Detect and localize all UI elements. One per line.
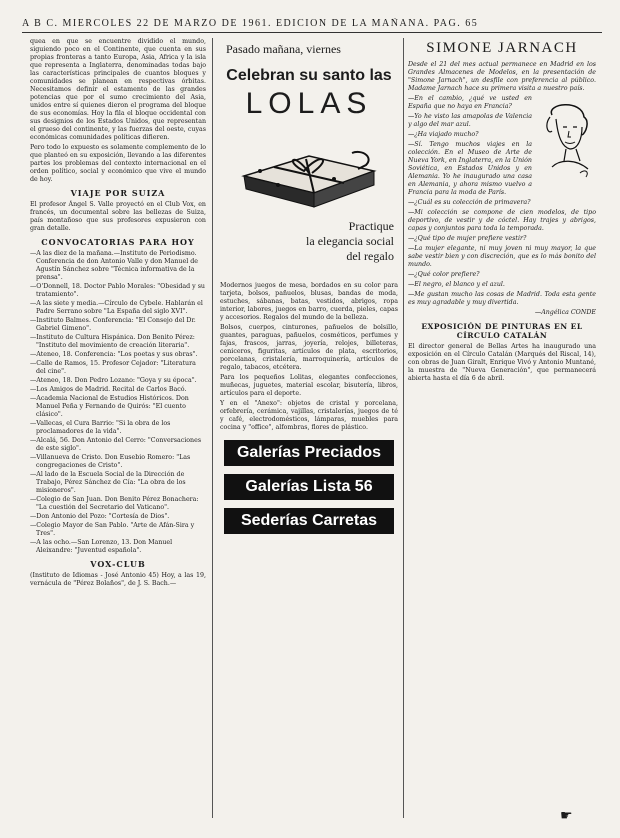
- ad-lolas-title: LOLAS: [245, 87, 373, 120]
- interview-question: —¿Qué color prefiere?: [408, 271, 480, 278]
- left-column: [30, 38, 206, 828]
- list-item: — Colegio de San Juan. Don Benito Pérez Bonachera: "La cuestión del Secretario del Vaticano".: [30, 496, 206, 512]
- list-item: — A las diez de la mañana.—Instituto de Periodismo. Conferencia de don Antonio Valle y don Manuel de Agustín Sánchez sobre "Técnica informativa de la prensa".: [30, 250, 206, 282]
- list-item: — Instituto Balmes. Conferencia: "El Consejo del Dr. Gabriel Gimeno".: [30, 317, 206, 333]
- ad-paragraph: Para los pequeños Lolitas, elegantes confecciones, muñecas, juguetes, material escolar, bisutería, libros, artículos para el deporte.: [220, 374, 398, 397]
- ad-slogan-line: del regalo: [346, 249, 394, 263]
- section-heading: VIAJE POR SUIZA: [70, 188, 166, 198]
- ad-paragraph: Bolsos, cuerpos, cinturones, pañuelos de bolsillo, guantes, paraguas, pañuelos, cosméticos, perfumes y fajas, frascos, jarras, joyería, relojes, billeteras, ceniceros, figuritas, artículos de plata, escritorios, porcelanas, cristalería, marroquinería, artículos de regalo, tabacos, etcétera.: [220, 324, 398, 371]
- portrait-sketch: [536, 97, 596, 183]
- list-item: — Colegio Mayor de San Pablo. "Arte de Afán-Sira y Tres".: [30, 522, 206, 538]
- article-paragraph: —Me gustan mucho las cosas de Madrid. Toda esta gente es muy agradable y muy divertida.: [408, 291, 596, 306]
- header-rule: [22, 32, 602, 33]
- convocatorias-list: [30, 250, 206, 555]
- article-title: SIMONE JARNACH: [426, 40, 578, 56]
- list-item: — O'Donnell, 18. Doctor Pablo Morales: "Obesidad y su tratamiento".: [30, 283, 206, 299]
- interview-answer: —Yo he visto las amapolas de Valencia y algo del mar azul.: [408, 113, 532, 128]
- ad-paragraph: Y en el "Anexo": objetos de cristal y porcelana, orfebrería, cerámica, vajillas, cristalerías, juegos de té y café, electrodomésticos, lámparas, muebles para cocina y "office", alfombras, flores de plástico.: [220, 400, 398, 431]
- advertisement: [220, 38, 398, 828]
- column-divider: [212, 38, 213, 818]
- ad-slogan-line: Practique: [348, 219, 394, 233]
- interview-question: —¿Ha viajado mucho?: [408, 131, 479, 138]
- ad-slogan: [220, 219, 398, 264]
- article-paragraph: Pero todo lo expuesto es solamente complemento de lo que planteó en su exposición, llevando a las diferentes partes los problemas del contexto internacional en el orden político, social y económico que vive el mundo de hoy.: [30, 144, 206, 183]
- section-heading: CONVOCATORIAS PARA HOY: [41, 237, 195, 247]
- ad-paragraph: Modernos juegos de mesa, bordados en su color para tarjeta, bolsos, pañuelos, blusas, bandas de moda, estuches, sábanas, batas, vestidos, abrigos, ropa interior, labores, juegos en barro, cuerda, pieles, capas y accesorios. Regalos del mundo de la belleza.: [220, 282, 398, 321]
- article-paragraph: Desde el 21 del mes actual permanece en Madrid en los Grandes Almacenes de Modelos, en la presentación de "Simone Jarnach", un desfile con preferencia al público. Madame Jarnach hace su primera visita a nuestro país.: [408, 61, 596, 92]
- store-logo-lista: Galerías Lista 56: [224, 474, 394, 500]
- article-paragraph: quea en que se encuentre dividido el mundo, siguiendo poco en el Continente, que cuenta en sus propias fronteras a tanto Europa, Asia, Africa y la isla que representa a Inglaterra, denominadas todas bajo las características principales de cuantos bloques y comunidades se planean en respectivas órbitas. Necesitamos definir el estamento de las grandes potencias que por el sumo crecimiento del Asia, unidos entre sí quienes dieron el programa del bloque de sus economías. Hoy la fila el bloque occidental con sus designios de los Estados Unidos, que representan el grueso del continente, y las fuerzas del oeste, cuyas económicas comunidades políticas difieren.: [30, 38, 206, 141]
- section-heading: VOX-CLUB: [90, 559, 146, 569]
- ad-headline: Celebran su santo las: [226, 67, 392, 84]
- interview-question: —En el cambio, ¿qué ve usted en España que no haya en Francia?: [408, 95, 532, 110]
- ad-slogan-line: la elegancia social: [306, 234, 394, 248]
- section-heading: EXPOSICIÓN DE PINTURAS EN EL CÍRCULO CATALÁN: [421, 322, 583, 340]
- page-header: A B C. MIERCOLES 22 DE MARZO DE 1961. EDICION DE LA MAÑANA. PAG. 65: [22, 18, 479, 29]
- interview-answer: —Sí. Tengo muchos viajes en la colección. En el Museo de Arte de Nueva York, en Inglaterra, en la Unión Soviética, en Estados Unidos y en Alemania. Yo he inaugurado una casa en Alemania, y ahora mismo vuelvo a Francia para la moda de París.: [408, 141, 532, 196]
- ad-body: [220, 282, 398, 432]
- interview-answer: —La mujer elegante, ni muy joven ni muy mayor, la que sabe vestir bien y con discreción, que es lo más bonito del mundo.: [408, 245, 596, 268]
- article-paragraph: (Instituto de Idiomas - José Antonio 45) Hoy, a las 19, vernácula de "Pérez Bolaños", de J. S. Bach.—: [30, 572, 206, 587]
- list-item: — Calle de Ramos, 15. Profesor Cejador: "Literatura del cine".: [30, 360, 206, 376]
- list-item: — Alcalá, 56. Don Antonio del Cerro: "Conversaciones de este siglo".: [30, 437, 206, 453]
- list-item: — Vallecas, el Cura Barrio: "Si la obra de los proclamadores de la vida".: [30, 420, 206, 436]
- store-logo-preciados: Galerías Preciados: [224, 440, 394, 466]
- gift-box-illustration: [234, 131, 384, 211]
- interview-answer: —Mi colección se compone de cien modelos, de tipo deportivo, de vestir y de cóctel. Hay trajes y abrigos, capas y conjuntos para toda la temporada.: [408, 209, 596, 232]
- list-item: — A las ocho.—San Lorenzo, 13. Don Manuel Aleixandre: "Juventud española".: [30, 539, 206, 555]
- article-paragraph: El director general de Bellas Artes ha inaugurado una exposición en el Círculo Catalán (Marqués del Riscal, 14), con obras de Juan Giralt, Enrique Vivó y Antonio Muntané, la muestra de "Nueva Generación", que permanecerá abierta hasta el día 6 de abril.: [408, 343, 596, 382]
- article-signature: —Angélica CONDE: [534, 309, 596, 316]
- store-logo-carretas: Sederías Carretas: [224, 508, 394, 534]
- list-item: — Los Amigos de Madrid. Recital de Carlos Bacó.: [30, 386, 206, 394]
- list-item: — A las siete y media.—Círculo de Cybele. Hablarán el Padre Serrano sobre "La España del siglo XVI".: [30, 300, 206, 316]
- ad-pasado-text: Pasado mañana, viernes: [226, 42, 341, 56]
- article-paragraph: El profesor Ángel S. Valle proyectó en el Club Vox, en francés, un documental sobre las bellezas de Suiza, país montañoso que sus profesores expusieron con gran detalle.: [30, 201, 206, 232]
- column-divider: [403, 38, 404, 818]
- right-column: [408, 38, 596, 828]
- list-item: — Villanueva de Cristo. Don Eusebio Romero: "Las congregaciones de Cristo".: [30, 454, 206, 470]
- list-item: — Ateneo, 18. Conferencia: "Los poetas y sus obras".: [30, 351, 206, 359]
- list-item: — Don Antonio del Pozo: "Cortesía de Dios".: [30, 513, 206, 521]
- list-item: — Academia Nacional de Estudios Históricos. Don Manuel Peña y Fernando de Quirós: "El cuento clásico".: [30, 395, 206, 419]
- list-item: — Instituto de Cultura Hispánica. Don Benito Pérez: "Instituto del movimiento de creación literaria".: [30, 334, 206, 350]
- list-item: — Ateneo, 18. Don Pedro Lozano: "Goya y su época".: [30, 377, 206, 385]
- interview-question: —¿Qué tipo de mujer prefiere vestir?: [408, 235, 527, 242]
- list-item: — Al lado de la Escuela Social de la Dirección de Trabajo, Pérez Sánchez de Cía: "La obra de los misioneros".: [30, 471, 206, 495]
- interview-answer: —El negro, el blanco y el azul.: [408, 281, 505, 288]
- interview-question: —¿Cuál es su colección de primavera?: [408, 199, 531, 206]
- hand-mark-icon: ☛: [560, 808, 573, 824]
